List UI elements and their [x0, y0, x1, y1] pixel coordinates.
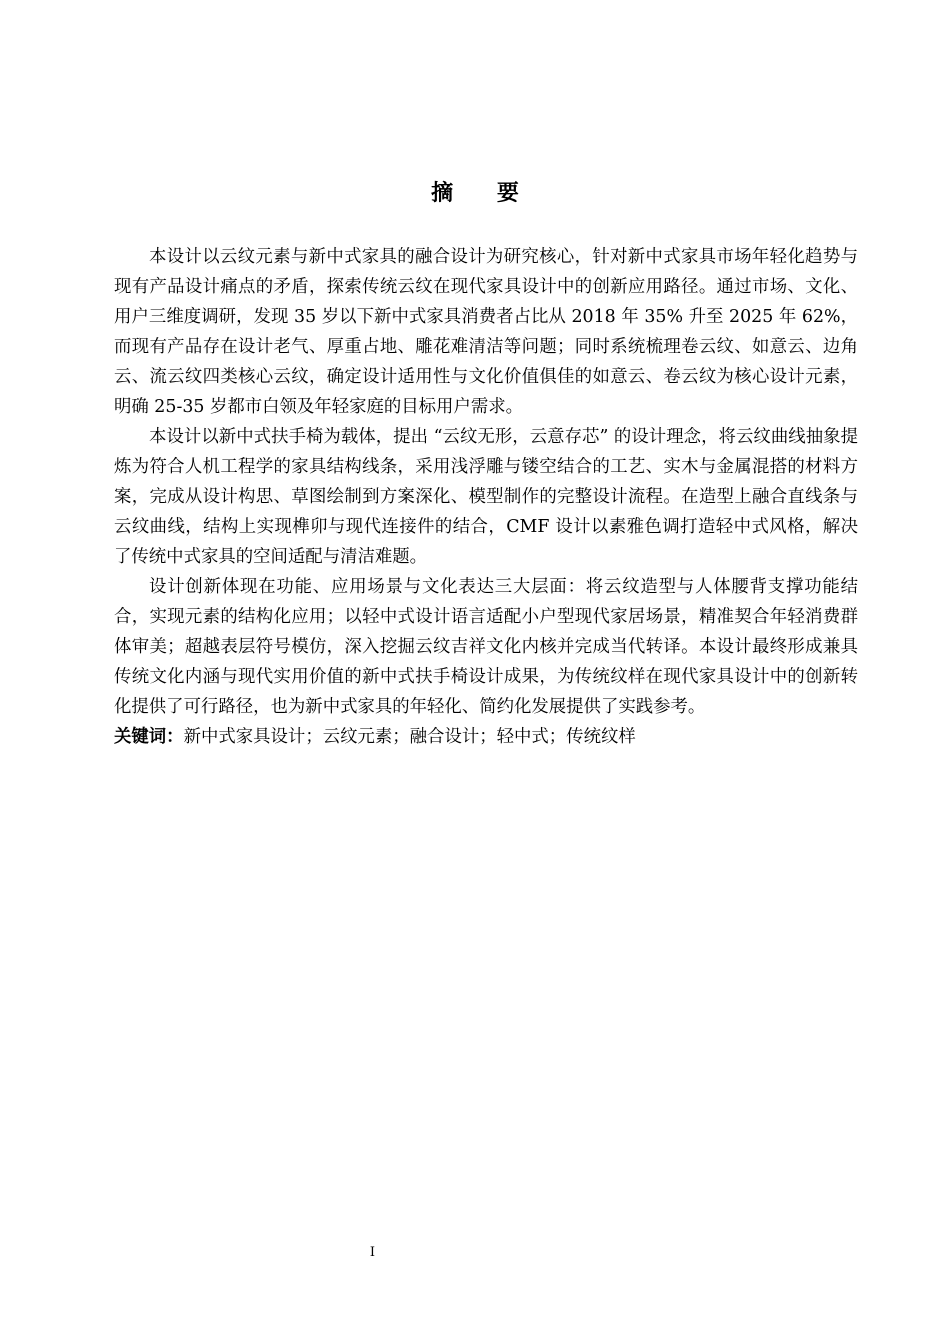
abstract-paragraph-1: 本设计以云纹元素与新中式家具的融合设计为研究核心，针对新中式家具市场年轻化趋势与现有产品设计痛点的矛盾，探索传统云纹在现代家具设计中的创新应用路径。通过市场、文化、用户三维度调研，发现 35 岁以下新中式家具消费者占比从 2018 年 35% 升至 2025 年 62%，而现有产品存在设计老气、厚重占地、雕花难清洁等问题；同时系统梳理卷云纹、如意云、边角云、流云纹四类核心云纹，确定设计适用性与文化价值俱佳的如意云、卷云纹为核心设计元素，明确 25-35 岁都市白领及年轻家庭的目标用户需求。 [114, 247, 858, 417]
keywords-text: 新中式家具设计；云纹元素；融合设计；轻中式；传统纹样 [183, 727, 636, 747]
abstract-paragraph-2: 本设计以新中式扶手椅为载体，提出 “云纹无形，云意存芯” 的设计理念，将云纹曲线抽象提炼为符合人机工程学的家具结构线条，采用浅浮雕与镂空结合的工艺、实木与金属混搭的材料方案，完成从设计构思、草图绘制到方案深化、模型制作的完整设计流程。在造型上融合直线条与云纹曲线，结构上实现榫卯与现代连接件的结合，CMF 设计以素雅色调打造轻中式风格，解决了传统中式家具的空间适配与清洁难题。 [114, 427, 858, 567]
abstract-title: 摘 要 [431, 181, 537, 206]
page-number: I [369, 1245, 376, 1260]
keywords-label: 关键词： [114, 727, 184, 747]
keywords-line [114, 722, 858, 752]
abstract-paragraph-3: 设计创新体现在功能、应用场景与文化表达三大层面：将云纹造型与人体腰背支撑功能结合，实现元素的结构化应用；以轻中式设计语言适配小户型现代家居场景，精准契合年轻消费群体审美；超越表层符号模仿，深入挖掘云纹吉祥文化内核并完成当代转译。本设计最终形成兼具传统文化内涵与现代实用价值的新中式扶手椅设计成果，为传统纹样在现代家具设计中的创新转化提供了可行路径，也为新中式家具的年轻化、简约化发展提供了实践参考。 [114, 577, 858, 717]
abstract-body [114, 242, 858, 752]
